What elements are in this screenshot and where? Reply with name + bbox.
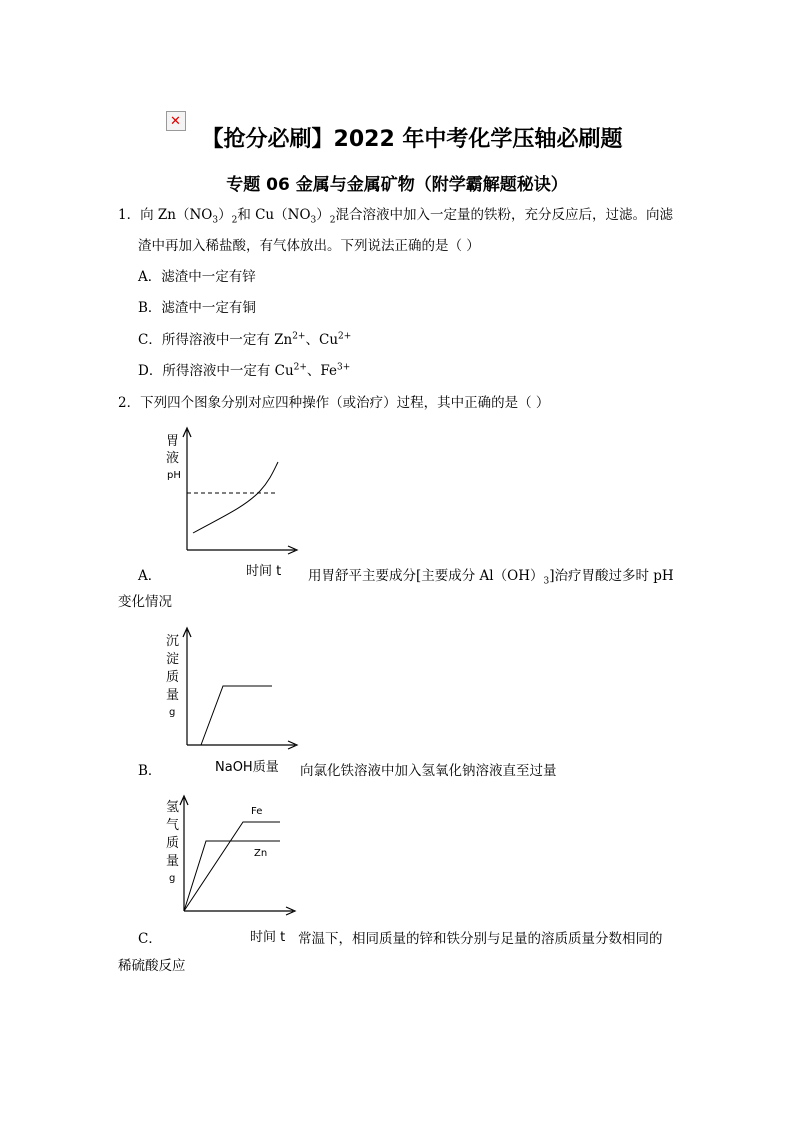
q2-option-b-letter: B． — [138, 763, 162, 779]
graph-a-ylabel-2: 液 — [166, 451, 180, 466]
graph-b-curve — [201, 686, 272, 745]
q2-option-c-text: 常温下，相同质量的锌和铁分别与足量的溶质质量分数相同的 — [298, 931, 663, 947]
q1-stem-line2: 渣中再加入稀盐酸，有气体放出。下列说法正确的是（ ） — [138, 238, 480, 254]
graph-a — [160, 425, 305, 585]
graph-c-ylabel-1: 氢 — [166, 800, 180, 815]
q2-option-a-line2: 变化情况 — [118, 594, 172, 610]
q2-option-c-line2: 稀硫酸反应 — [118, 958, 186, 974]
page-subtitle: 专题 06 金属与金属矿物（附学霸解题秘诀） — [226, 175, 568, 195]
graph-b-ylabel-2: 淀 — [166, 652, 180, 667]
graph-b-ylabel-5: g — [169, 707, 176, 718]
graph-b-ylabel-4: 量 — [166, 688, 180, 703]
graph-c-ylabel-4: 量 — [166, 854, 180, 869]
graph-b-xlabel: NaOH质量 — [215, 760, 279, 775]
graph-c-fe-label: Fe — [251, 806, 263, 817]
q2-stem: 2．下列四个图象分别对应四种操作（或治疗）过程，其中正确的是（ ） — [118, 395, 550, 411]
graph-b-ylabel-3: 质 — [166, 670, 180, 685]
graph-c-ylabel-3: 质 — [166, 836, 180, 851]
q1-stem-line1: 1．向 $Zn(NO_3)_2$和 $Cu(NO_3)_2$混合溶液中加入一定量的铁粉，充分反应后，过滤。向滤 — [118, 207, 673, 226]
q2-option-a-letter: A． — [138, 568, 162, 584]
graph-c-xlabel: 时间 t — [250, 930, 286, 945]
graph-c — [160, 793, 310, 948]
graph-a-ylabel-3: pH — [167, 470, 181, 481]
graph-c-zn-label: Zn — [254, 848, 268, 859]
graph-c-ylabel-5: g — [169, 873, 176, 884]
graph-a-xlabel: 时间 t — [246, 564, 282, 579]
page-title: 【抢分必刷】2022 年中考化学压轴必刷题 — [201, 127, 623, 152]
q1-option-b: B．滤渣中一定有铜 — [138, 300, 256, 316]
q2-option-b-text: 向氯化铁溶液中加入氢氧化钠溶液直至过量 — [300, 763, 557, 779]
graph-a-ylabel-1: 胃 — [166, 434, 180, 449]
graph-a-curve — [193, 462, 278, 533]
broken-image-icon: ✕ — [166, 111, 186, 131]
q1-option-d: D．所得溶液中一定有 $Cu^{2+}$、$Fe^{3+}$ — [138, 362, 351, 379]
graph-c-ylabel-2: 气 — [166, 818, 180, 833]
q2-option-a-text: 用胃舒平主要成分[主要成分 $Al(OH)_3$]治疗胃酸过多时 pH — [308, 568, 674, 587]
q2-option-c-letter: C． — [138, 931, 162, 947]
graph-b — [160, 625, 310, 777]
q1-option-a: A．滤渣中一定有锌 — [138, 269, 256, 285]
graph-b-ylabel-1: 沉 — [166, 634, 180, 649]
q1-option-c: C．所得溶液中一定有 $Zn^{2+}$、$Cu^{2+}$ — [138, 331, 352, 348]
